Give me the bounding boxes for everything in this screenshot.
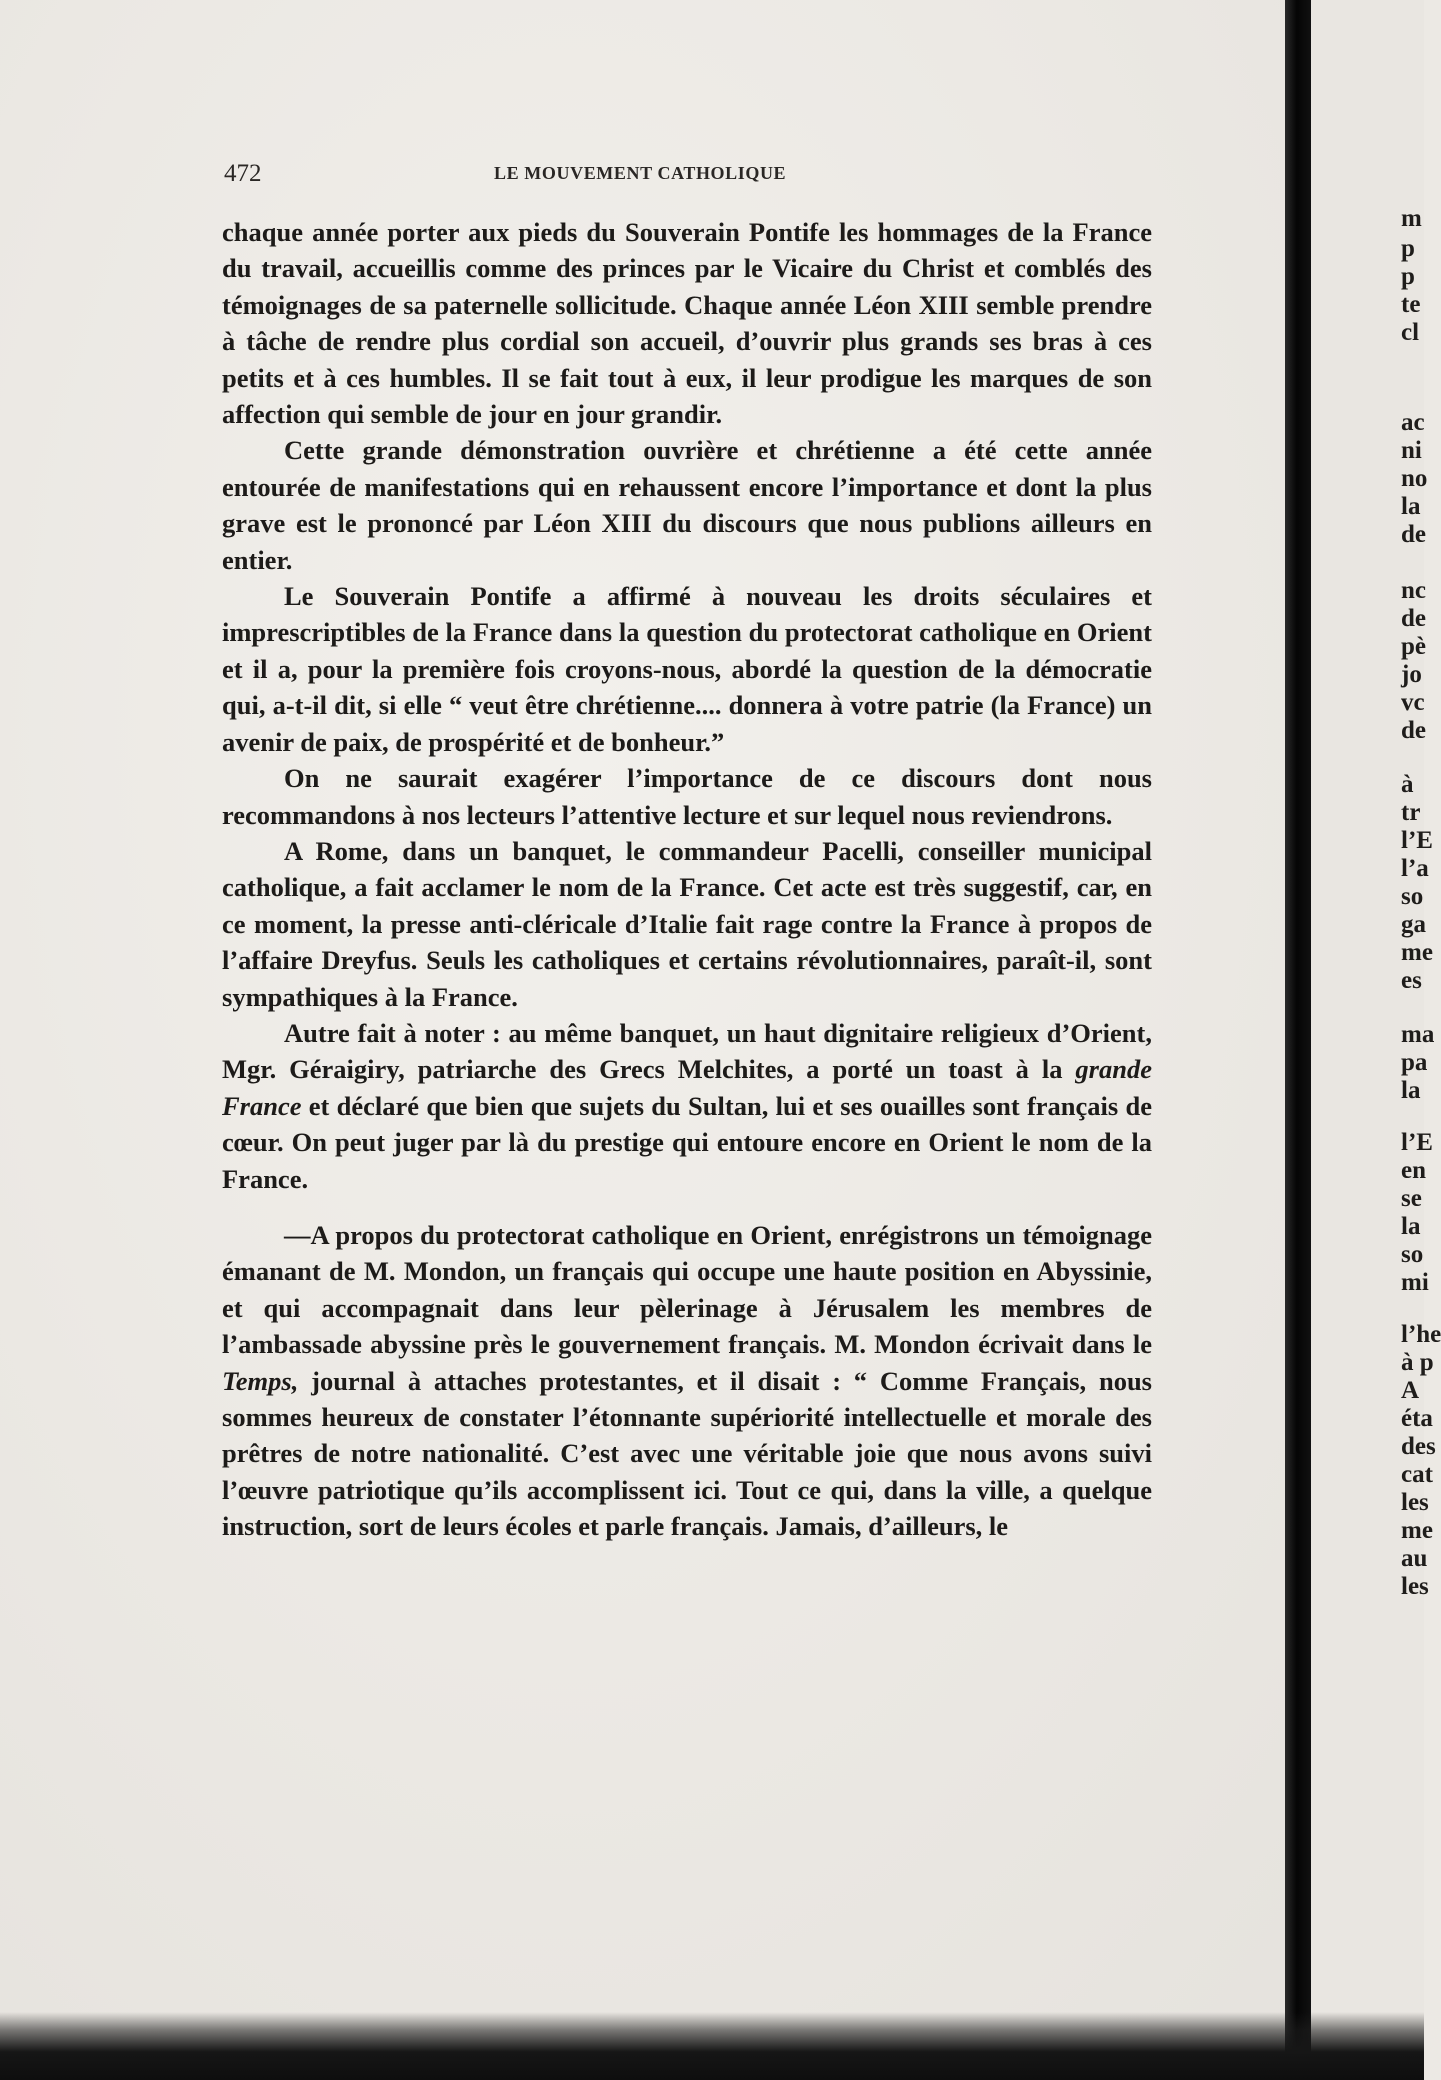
fragment-text: éta [1401,1405,1433,1432]
fragment-text: te [1401,291,1421,318]
fragment-text: ga [1401,911,1426,938]
fragment-text: A [1401,1377,1420,1404]
fragment-text: mi [1401,1269,1429,1296]
paragraph [222,1015,1152,1197]
page-number: 472 [224,160,262,187]
fragment-text: l’E [1401,1129,1433,1156]
paragraph: On ne saurait exagérer l’importance de ce discours dont nous recommandons à nos lecteurs l’attentive lecture et sur lequel nous reviendrons. [222,763,1152,830]
fragment-text: l’he [1401,1321,1441,1348]
fragment-text: la [1401,1213,1421,1240]
fragment-text: jo [1401,661,1422,688]
fragment-text: la [1401,493,1421,520]
paragraph-text: et déclaré que bien que sujets du Sultan, lui et ses ouailles sont français de cœur. On peut juger par là du prestige qui entoure encore en Orient le nom de la France. [222,1090,1152,1194]
fragment-text: à [1401,771,1414,798]
running-title: LE MOUVEMENT CATHOLIQUE [494,163,787,183]
fragment-text: se [1401,1185,1422,1212]
fragment-text: so [1401,1241,1424,1268]
fragment-text: no [1401,465,1428,492]
fragment-text: la [1401,1077,1421,1104]
paragraph: Le Souverain Pontife a affirmé à nouveau les droits séculaires et imprescriptibles de la France dans la question du protectorat catholique en Orient et il a, pour la première fois croyons-nous, abordé la question de la démocratie qui, a-t-il dit, si elle “ veut être chrétienne.... donnera à votre patrie (la France) un avenir de paix, de prospérité et de bonheur.” [222,581,1152,757]
fragment-text: me [1401,1517,1433,1544]
scan-bottom-shadow [0,2012,1424,2080]
fragment-text: p [1401,235,1415,262]
fragment-text: l’a [1401,855,1429,882]
fragment-text: tr [1401,799,1421,826]
fragment-text: pè [1401,633,1426,660]
paragraph: A Rome, dans un banquet, le commandeur Pacelli, conseiller municipal catholique, a fait acclamer le nom de la France. Cet acte est très suggestif, car, en ce moment, la presse anti-cléricale d’Italie fait rage contre la France à propos de l’affaire Dreyfus. Seuls les catholiques et certains révolutionnaires, paraît-il, sont sympathiques à la France. [222,835,1152,1012]
fragment-text: cl [1401,319,1420,346]
italic-phrase: Temps, [222,1365,299,1396]
fragment-text: ni [1401,437,1422,464]
fragment-text: pa [1401,1049,1428,1076]
fragment-text: en [1401,1157,1426,1184]
fragment-text: ma [1401,1021,1435,1048]
paragraph-text: Autre fait à noter : au même banquet, un haut dignitaire religieux d’Orient, Mgr. Géraigiry, patriarche des Grecs Melchites, a porté un toast à la [222,1017,1152,1085]
paragraph-continuation: chaque année porter aux pieds du Souverain Pontife les hommages de la France du travail, accueillis comme des princes par le Vicaire du Christ et comblés des témoignages de sa paternelle sollicitude. Chaque année Léon XIII semble prendre à tâche de rendre plus cordial son accueil, d’ouvrir plus grands ses bras à ces petits et à ces humbles. Il se fait tout à eux, il leur prodigue les marques de son affection qui semble de jour en jour grandir. [222,217,1152,430]
fragment-text: les [1401,1489,1429,1516]
fragment-text: l’E [1401,827,1433,854]
fragment-text: de [1401,605,1426,632]
fragment-text: des [1401,1433,1436,1460]
fragment-text: à p [1401,1349,1434,1376]
italic-phrase: grande France [222,1054,1152,1121]
facing-page-edge [1311,0,1441,2080]
fragment-text: p [1401,263,1415,290]
paragraph-new-item [222,1217,1152,1545]
fragment-text: les [1401,1573,1429,1600]
fragment-text: au [1401,1545,1428,1572]
fragment-text: m [1401,205,1422,232]
page-header [224,160,1152,192]
fragment-text: so [1401,883,1424,910]
fragment-text: nc [1401,577,1426,604]
fragment-text: es [1401,967,1422,994]
fragment-text: cat [1401,1461,1433,1488]
book-gutter [1285,0,1311,2080]
fragment-text: ac [1401,409,1425,436]
fragment-text: de [1401,521,1426,548]
body-text [222,214,1152,1545]
paragraph: Cette grande démonstration ouvrière et chrétienne a été cette année entourée de manifestations qui en rehaussent encore l’importance et dont la plus grave est le prononcé par Léon XIII du discours que nous publions ailleurs en entier. [222,435,1152,575]
fragment-text: me [1401,939,1433,966]
fragment-text: vc [1401,689,1425,716]
paragraph-text: —A propos du protectorat catholique en Orient, enrégistrons un témoignage émanant de M. Mondon, un français qui occupe une haute position en Abyssinie, et qui accompagnait dans leur pèlerinage à Jérusalem les membres de l’ambassade abyssine près le gouvernement français. M. Mondon écrivait dans le [222,1219,1152,1360]
paragraph-text: journal à attaches protestantes, et il disait : “ Comme Français, nous sommes heureux de constater l’étonnante supériorité intellectuelle et morale des prêtres de notre nationalité. C’est avec une véritable joie que nous avons suivi l’œuvre patriotique qu’ils accomplissent ici. Tout ce qui, dans la ville, a quelque instruction, sort de leurs écoles et parle français. Jamais, d’ailleurs, le [222,1365,1152,1542]
fragment-text: de [1401,717,1426,744]
